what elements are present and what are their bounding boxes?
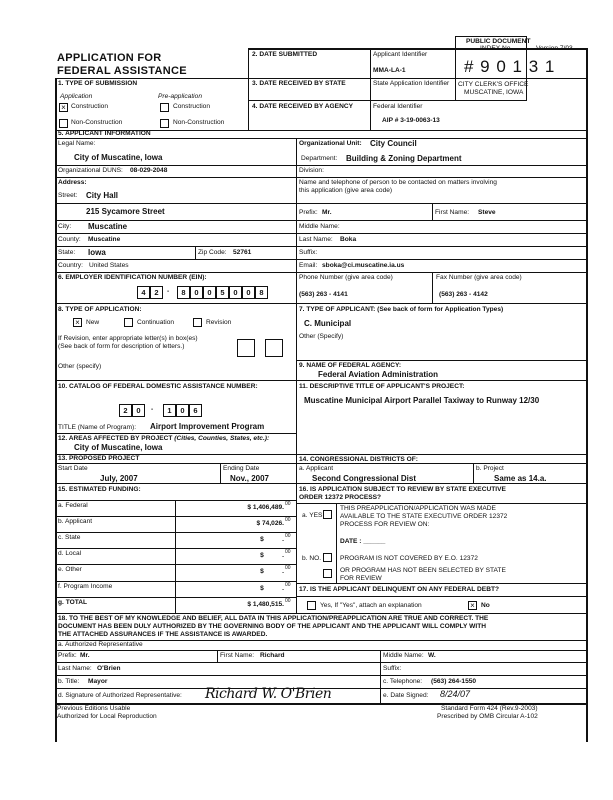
- checkbox-not-selected[interactable]: [323, 569, 332, 578]
- checkbox-delinquent-yes[interactable]: [307, 601, 316, 610]
- checkbox-preapplication-construction[interactable]: [160, 103, 169, 112]
- review-yes-label: a. YES: [302, 512, 323, 519]
- org-unit: City Council: [370, 139, 417, 148]
- application-nonconstruction-label: Non-Construction: [71, 119, 123, 126]
- applicant-identifier-label: Applicant Identifier: [373, 51, 428, 58]
- ein-digit: 5: [216, 286, 229, 299]
- applicant-identifier: MMA-LA-1: [373, 67, 406, 74]
- certification-line-3: THE ATTACHED ASSURANCES IF THE ASSISTANCE IS AWARDED.: [58, 631, 268, 638]
- end-date: Nov., 2007: [230, 474, 269, 483]
- street-line1: City Hall: [86, 191, 119, 200]
- legal-name: City of Muscatine, Iowa: [74, 153, 163, 162]
- type-applicant-heading: 7. TYPE OF APPLICANT: (See back of form for Application Types): [299, 306, 504, 313]
- department: Building & Zoning Department: [346, 154, 462, 163]
- preapplication-label: Pre-application: [158, 93, 202, 100]
- revision-letter-box-1[interactable]: [237, 339, 255, 357]
- rep-signature: Richard W. O'Brien: [205, 686, 332, 702]
- ein-digit: 4: [137, 286, 150, 299]
- revision-letter-box-2[interactable]: [265, 339, 283, 357]
- form-title-line1: APPLICATION FOR: [57, 52, 162, 64]
- state-label: State:: [58, 249, 76, 256]
- delinquent-no-label: No: [481, 602, 490, 609]
- ein-digit: 0: [190, 286, 203, 299]
- checkbox-revision[interactable]: [193, 318, 202, 327]
- stamp-number: # 9 0 1 3 1: [464, 57, 556, 76]
- funding-heading: 15. ESTIMATED FUNDING:: [58, 486, 141, 493]
- funding-amount: $ 1,406,489.: [247, 504, 284, 511]
- duns-label: Organizational DUNS:: [58, 167, 123, 174]
- funding-label: d. Local: [58, 550, 82, 558]
- checkbox-continuation[interactable]: [124, 318, 133, 327]
- type-application-heading: 8. TYPE OF APPLICATION:: [58, 306, 142, 313]
- review-yes-text-1: THIS PREAPPLICATION/APPLICATION WAS MADE: [340, 505, 496, 512]
- funding-amount: $ .: [260, 536, 284, 544]
- application-construction-label: Construction: [71, 103, 109, 110]
- program-title: Airport Improvement Program: [150, 422, 265, 431]
- contact-prefix-label: Prefix:: [299, 209, 318, 216]
- catalog-digit: 0: [132, 404, 145, 417]
- funding-label: f. Program Income: [58, 582, 113, 590]
- contact-label-2: this application (give area code): [299, 187, 393, 194]
- funding-label: g. TOTAL: [58, 598, 88, 606]
- stamp-line1: PUBLIC DOCUMENT: [466, 38, 531, 45]
- contact-middle-name-label: Middle Name:: [299, 223, 340, 230]
- funding-amount: $ .: [260, 568, 284, 576]
- review-heading-2: ORDER 12372 PROCESS?: [299, 494, 382, 501]
- delinquent-heading: 17. IS THE APPLICANT DELINQUENT ON ANY FEDERAL DEBT?: [299, 586, 500, 593]
- contact-suffix-label: Suffix:: [299, 249, 318, 256]
- funding-cents: 00: [285, 597, 291, 604]
- catalog-digit: 2: [119, 404, 132, 417]
- contact-label-1: Name and telephone of person to be contacted on matters involving: [299, 179, 497, 186]
- applicant-info-heading: 5. APPLICANT INFORMATION: [58, 130, 151, 137]
- program-title-label: TITLE (Name of Program):: [58, 424, 137, 431]
- date-received-state-label: 3. DATE RECEIVED BY STATE: [252, 80, 346, 87]
- preapplication-nonconstruction-label: Non-Construction: [173, 119, 225, 126]
- department-label: Department:: [301, 155, 338, 162]
- street-line2: 215 Sycamore Street: [86, 207, 165, 216]
- delinquent-yes-label: Yes, If "Yes", attach an explanation: [320, 602, 422, 609]
- checkbox-application-construction[interactable]: ×: [59, 103, 68, 112]
- footer-right-1: Standard Form 424 (Rev.9-2003): [441, 705, 538, 712]
- zip-label: Zip Code:: [198, 249, 227, 256]
- catalog-digit: 6: [189, 404, 202, 417]
- state-value: Iowa: [88, 248, 106, 257]
- ein-digit: 2: [150, 286, 163, 299]
- authorized-rep-heading: a. Authorized Representative: [58, 641, 143, 648]
- street-label: Street:: [58, 192, 78, 199]
- ein-digit: 0: [242, 286, 255, 299]
- rep-first-label: First Name:: [220, 652, 255, 659]
- rep-middle: W.: [428, 652, 436, 659]
- ein-digit: 0: [229, 286, 242, 299]
- project-title-heading: 11. DESCRIPTIVE TITLE OF APPLICANT'S PROJECT:: [299, 383, 465, 390]
- date-submitted-label: 2. DATE SUBMITTED: [252, 51, 318, 58]
- rep-title-label: b. Title:: [58, 678, 80, 685]
- district-project-label: b. Project: [476, 465, 504, 472]
- federal-identifier: AIP # 3-19-0063-13: [382, 117, 440, 124]
- preapplication-construction-label: Construction: [173, 103, 211, 110]
- ein-digit: 0: [203, 286, 216, 299]
- project-title: Muscatine Municipal Airport Parallel Taxiway to Runway 12/30: [304, 396, 540, 405]
- end-date-label: Ending Date: [223, 465, 260, 472]
- contact-first-name: Steve: [478, 209, 496, 216]
- date-received-agency-label: 4. DATE RECEIVED BY AGENCY: [252, 103, 354, 110]
- rep-prefix-label: Prefix:: [58, 652, 77, 659]
- start-date-label: Start Date: [58, 465, 88, 472]
- review-no-text-2a: OR PROGRAM HAS NOT BEEN SELECTED BY STATE: [340, 567, 506, 574]
- catalog-digit: 0: [176, 404, 189, 417]
- fax-label: Fax Number (give area code): [436, 274, 522, 281]
- city-value: Muscatine: [88, 222, 128, 231]
- funding-amount: $ 74,026.: [256, 520, 284, 528]
- catalog-digit: 1: [163, 404, 176, 417]
- review-yes-text-3: PROCESS FOR REVIEW ON:: [340, 521, 430, 528]
- city-label: City:: [58, 223, 72, 230]
- revision-note-1: If Revision, enter appropriate letter(s) in box(es): [58, 335, 198, 342]
- funding-cents: 00: [285, 501, 291, 507]
- areas-affected: City of Muscatine, Iowa: [74, 443, 163, 452]
- rep-phone-label: c. Telephone:: [383, 678, 423, 685]
- funding-cents: 00: [285, 517, 291, 524]
- district-applicant: Second Congressional Dist: [312, 474, 417, 483]
- county-value: Muscatine: [88, 236, 121, 243]
- certification-line-1: 18. TO THE BEST OF MY KNOWLEDGE AND BELIEF, ALL DATA IN THIS APPLICATION/PREAPPLICATION ARE TRUE AND CORRECT. THE: [58, 615, 489, 622]
- ein-digit: 8: [255, 286, 268, 299]
- zip-value: 52761: [233, 249, 252, 256]
- review-no-label: b. NO.: [302, 555, 322, 562]
- contact-email: sboka@ci.muscatine.ia.us: [322, 262, 405, 269]
- fax-value: (563) 263 - 4142: [439, 291, 488, 298]
- county-label: County:: [58, 236, 81, 243]
- ein-digit: 8: [177, 286, 190, 299]
- rep-last: O'Brien: [97, 665, 121, 672]
- funding-label: b. Applicant: [58, 518, 93, 526]
- country-value: United States: [89, 262, 129, 269]
- phone-value: (563) 263 - 4141: [299, 291, 348, 298]
- checkbox-preapplication-nonconstruction[interactable]: [160, 119, 169, 128]
- district-project: Same as 14.a.: [494, 474, 547, 483]
- review-date: DATE : ______: [340, 538, 386, 545]
- catalog-heading: 10. CATALOG OF FEDERAL DOMESTIC ASSISTANCE NUMBER:: [58, 383, 258, 390]
- rep-middle-label: Middle Name:: [383, 652, 424, 659]
- division-label: Division:: [299, 167, 324, 174]
- funding-label: e. Other: [58, 566, 82, 574]
- duns-value: 08-029-2048: [130, 167, 168, 174]
- stamp-city: MUSCATINE, IOWA: [464, 89, 524, 96]
- funding-amount: $ .: [260, 584, 284, 592]
- district-applicant-label: a. Applicant: [299, 465, 334, 472]
- country-label: Country:: [58, 262, 83, 269]
- rep-date-label: e. Date Signed:: [383, 692, 429, 699]
- federal-agency-heading: 9. NAME OF FEDERAL AGENCY:: [299, 362, 402, 369]
- review-yes-text-2: AVAILABLE TO THE STATE EXECUTIVE ORDER 12372: [340, 513, 508, 520]
- state-application-id-label: State Application Identifier: [373, 80, 450, 87]
- new-label: New: [86, 319, 100, 326]
- form-title-line2: FEDERAL ASSISTANCE: [57, 65, 187, 77]
- footer-left-2: Authorized for Local Reproduction: [57, 713, 157, 720]
- contact-last-name-label: Last Name:: [299, 236, 333, 243]
- application-label: Application: [60, 93, 93, 100]
- type-applicant-value: C. Municipal: [304, 319, 352, 328]
- review-no-text: PROGRAM IS NOT COVERED BY E.O. 12372: [340, 555, 478, 562]
- rep-title: Mayor: [88, 678, 108, 685]
- districts-heading: 14. CONGRESSIONAL DISTRICTS OF:: [299, 456, 418, 463]
- funding-amount: $ .: [260, 552, 284, 560]
- certification-line-2: DOCUMENT HAS BEEN DULY AUTHORIZED BY THE GOVERNING BODY OF THE APPLICANT AND THE APPLICANT WILL COMPLY WITH: [58, 623, 487, 630]
- rep-prefix: Mr.: [80, 652, 90, 659]
- revision-note-2: (See back of form for description of letters.): [58, 343, 185, 350]
- legal-name-label: Legal Name:: [58, 140, 96, 147]
- funding-label: c. State: [58, 534, 81, 542]
- funding-amount: $ 1,480,515.: [247, 600, 284, 608]
- federal-identifier-label: Federal Identifier: [373, 103, 423, 110]
- org-unit-label: Organizational Unit:: [299, 140, 362, 147]
- rep-last-label: Last Name:: [58, 665, 92, 672]
- checkbox-review-no[interactable]: [323, 553, 332, 562]
- footer-right-2: Prescribed by OMB Circular A-102: [437, 713, 538, 720]
- continuation-label: Continuation: [137, 319, 175, 326]
- phone-label: Phone Number (give area code): [299, 274, 393, 281]
- funding-label: a. Federal: [58, 502, 88, 509]
- revision-label: Revision: [206, 319, 232, 326]
- rep-phone: (563) 264-1550: [431, 678, 477, 685]
- funding-cents: 00: [285, 533, 291, 540]
- checkbox-review-yes[interactable]: [323, 510, 332, 519]
- rep-signature-label: d. Signature of Authorized Representative:: [58, 692, 182, 699]
- rep-date-signed: 8/24/07: [440, 689, 471, 699]
- contact-last-name: Boka: [340, 236, 357, 243]
- submission-heading: 1. TYPE OF SUBMISSION: [58, 80, 138, 87]
- start-date: July, 2007: [100, 474, 138, 483]
- footer-left-1: Previous Editions Usable: [57, 705, 131, 712]
- other-specify-label: Other (specify): [58, 363, 102, 370]
- type-applicant-other: Other (Specify): [299, 333, 344, 340]
- rep-suffix-label: Suffix:: [383, 665, 402, 672]
- areas-heading: 12. AREAS AFFECTED BY PROJECT (Cities, Counties, States, etc.):: [58, 435, 270, 442]
- address-label: Address:: [58, 179, 87, 186]
- contact-prefix: Mr.: [322, 209, 332, 216]
- rep-first: Richard: [260, 652, 285, 659]
- stamp-office: CITY CLERK'S OFFICE: [458, 81, 529, 88]
- review-heading-1: 16. IS APPLICATION SUBJECT TO REVIEW BY STATE EXECUTIVE: [299, 486, 506, 493]
- checkbox-application-nonconstruction[interactable]: [59, 119, 68, 128]
- funding-cents: 00: [285, 549, 291, 556]
- checkbox-new[interactable]: ×: [73, 318, 82, 327]
- funding-cents: 00: [285, 581, 291, 588]
- federal-agency: Federal Aviation Administration: [318, 370, 439, 379]
- review-no-text-2b: FOR REVIEW: [340, 575, 382, 582]
- contact-first-name-label: First Name:: [435, 209, 470, 216]
- proposed-project-heading: 13. PROPOSED PROJECT: [58, 455, 140, 462]
- ein-heading: 6. EMPLOYER IDENTIFICATION NUMBER (EIN):: [58, 274, 207, 281]
- checkbox-delinquent-no[interactable]: ×: [468, 601, 477, 610]
- funding-cents: 00: [285, 565, 291, 572]
- contact-email-label: Email:: [299, 262, 318, 269]
